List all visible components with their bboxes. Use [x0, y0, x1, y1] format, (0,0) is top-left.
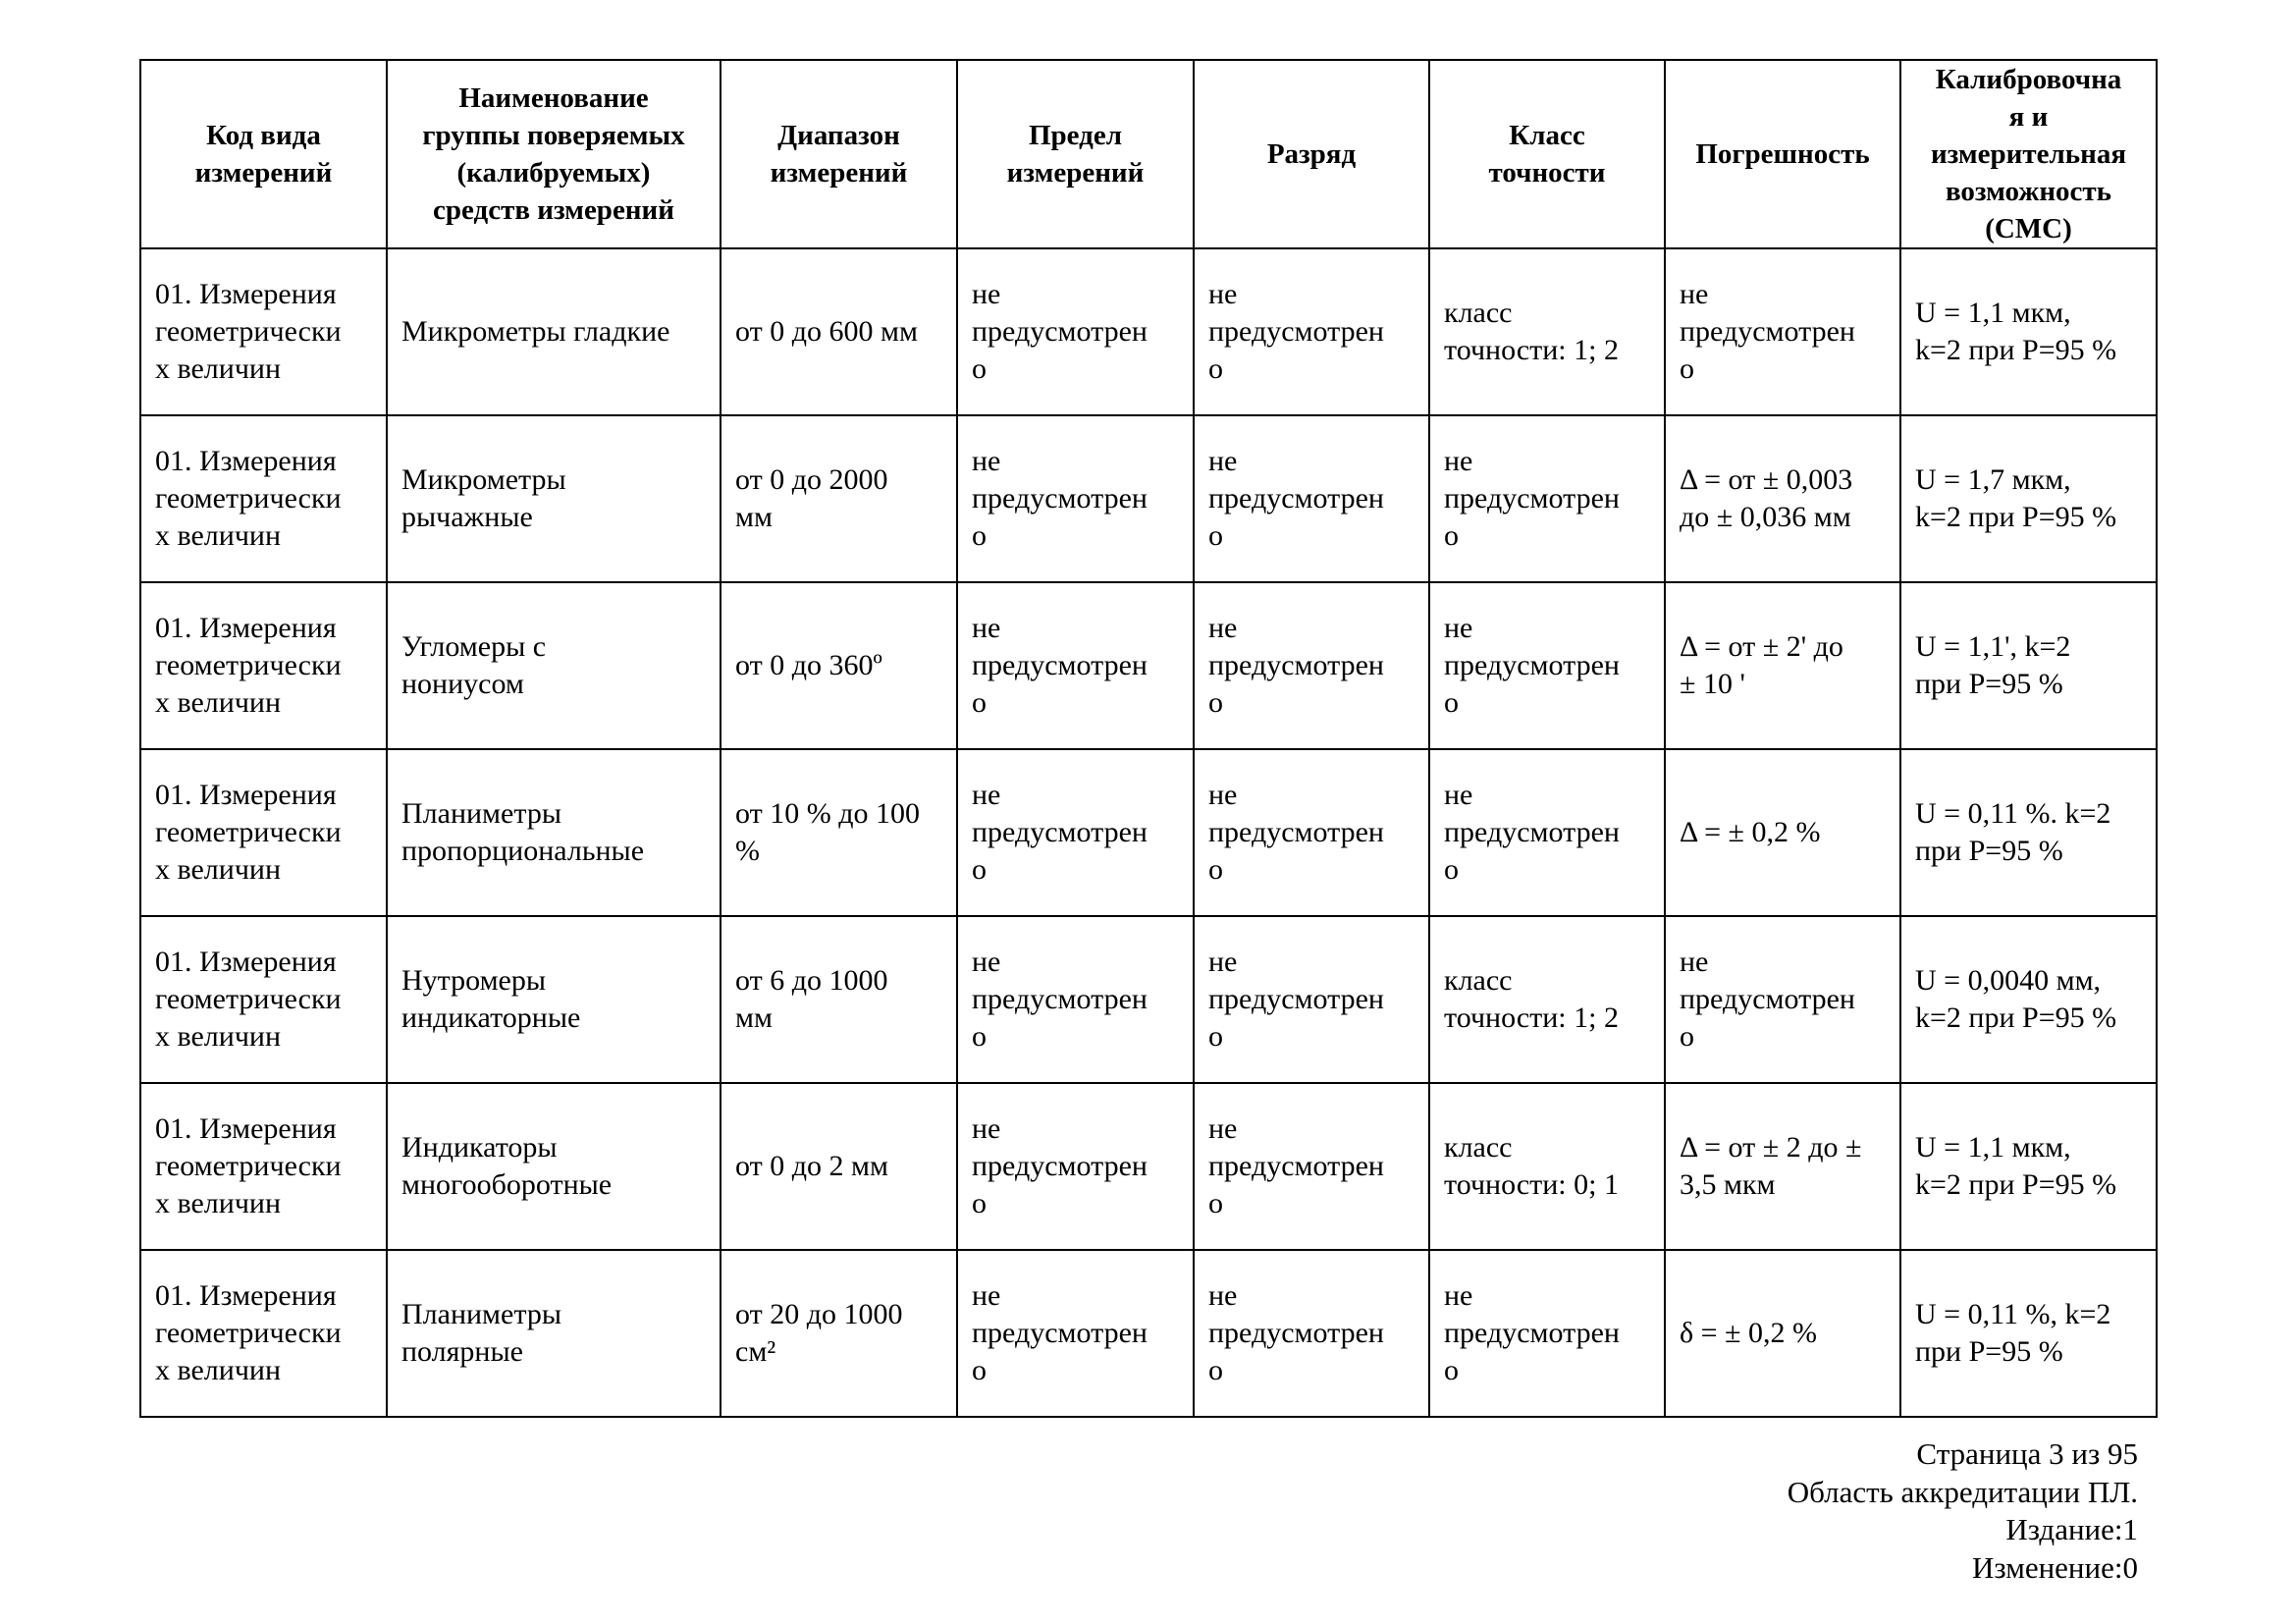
cell-cmc: U = 0,11 %. k=2 при P=95 %	[1900, 749, 2157, 916]
cell-measurement-limit: не предусмотрен о	[957, 916, 1194, 1083]
table-row	[140, 582, 2157, 749]
change-label: Изменение:0	[1972, 1549, 2138, 1585]
cell-accuracy-class: не предусмотрен о	[1429, 415, 1665, 582]
cell-accuracy-class: не предусмотрен о	[1429, 1250, 1665, 1417]
header-instrument-group: Наименование группы поверяемых (калибруемых) средств измерений	[387, 60, 721, 248]
table-row	[140, 1083, 2157, 1250]
header-measurement-limit: Предел измерений	[957, 60, 1194, 248]
cell-measurement-code: 01. Измерения геометрически х величин	[140, 1083, 387, 1250]
cell-accuracy-class: класс точности: 1; 2	[1429, 916, 1665, 1083]
cell-error: не предусмотрен о	[1665, 916, 1900, 1083]
cell-instrument-group: Планиметры полярные	[387, 1250, 721, 1417]
cell-measurement-code: 01. Измерения геометрически х величин	[140, 916, 387, 1083]
cell-instrument-group: Планиметры пропорциональные	[387, 749, 721, 916]
cell-measurement-limit: не предусмотрен о	[957, 1083, 1194, 1250]
cell-error: Δ = от ± 2 до ± 3,5 мкм	[1665, 1083, 1900, 1250]
page-footer	[1788, 1435, 2138, 1587]
cell-instrument-group: Индикаторы многооборотные	[387, 1083, 721, 1250]
table-row	[140, 1250, 2157, 1417]
cell-error: δ = ± 0,2 %	[1665, 1250, 1900, 1417]
table-row	[140, 415, 2157, 582]
cell-measurement-code: 01. Измерения геометрически х величин	[140, 415, 387, 582]
cell-accuracy-class: не предусмотрен о	[1429, 749, 1665, 916]
cell-cmc: U = 1,1', k=2 при P=95 %	[1900, 582, 2157, 749]
cell-measurement-range: от 10 % до 100 %	[721, 749, 957, 916]
cell-measurement-range: от 0 до 360º	[721, 582, 957, 749]
table-header	[140, 60, 2157, 248]
cell-measurement-code: 01. Измерения геометрически х величин	[140, 248, 387, 415]
cell-error: Δ = ± 0,2 %	[1665, 749, 1900, 916]
cell-measurement-range: от 0 до 2000 мм	[721, 415, 957, 582]
page-number: Страница 3 из 95	[1916, 1436, 2138, 1471]
table-row	[140, 916, 2157, 1083]
cell-cmc: U = 0,0040 мм, k=2 при P=95 %	[1900, 916, 2157, 1083]
cell-measurement-limit: не предусмотрен о	[957, 415, 1194, 582]
header-row	[140, 60, 2157, 248]
cell-grade: не предусмотрен о	[1194, 248, 1429, 415]
table-body	[140, 248, 2157, 1417]
cell-measurement-range: от 0 до 2 мм	[721, 1083, 957, 1250]
edition-label: Издание:1	[2005, 1512, 2138, 1546]
cell-cmc: U = 1,7 мкм, k=2 при P=95 %	[1900, 415, 2157, 582]
cell-measurement-code: 01. Измерения геометрически х величин	[140, 749, 387, 916]
cell-instrument-group: Нутромеры индикаторные	[387, 916, 721, 1083]
header-error: Погрешность	[1665, 60, 1900, 248]
cell-instrument-group: Микрометры рычажные	[387, 415, 721, 582]
header-measurement-range: Диапазон измерений	[721, 60, 957, 248]
header-cmc: Калибровочна я и измерительная возможность (СМС)	[1900, 60, 2157, 248]
cell-error: Δ = от ± 0,003 до ± 0,036 мм	[1665, 415, 1900, 582]
cell-measurement-limit: не предусмотрен о	[957, 1250, 1194, 1417]
cell-cmc: U = 0,11 %, k=2 при P=95 %	[1900, 1250, 2157, 1417]
cell-measurement-limit: не предусмотрен о	[957, 582, 1194, 749]
accreditation-scope-label: Область аккредитации ПЛ.	[1787, 1474, 2138, 1509]
header-accuracy-class: Класс точности	[1429, 60, 1665, 248]
cell-measurement-limit: не предусмотрен о	[957, 749, 1194, 916]
cell-grade: не предусмотрен о	[1194, 415, 1429, 582]
accreditation-scope-table	[139, 59, 2158, 1418]
cell-measurement-code: 01. Измерения геометрически х величин	[140, 1250, 387, 1417]
cell-grade: не предусмотрен о	[1194, 1083, 1429, 1250]
table-row	[140, 248, 2157, 415]
cell-error: Δ = от ± 2' до ± 10 '	[1665, 582, 1900, 749]
cell-measurement-range: от 20 до 1000 см²	[721, 1250, 957, 1417]
table-row	[140, 749, 2157, 916]
header-measurement-code: Код вида измерений	[140, 60, 387, 248]
header-grade: Разряд	[1194, 60, 1429, 248]
cell-measurement-limit: не предусмотрен о	[957, 248, 1194, 415]
cell-measurement-range: от 6 до 1000 мм	[721, 916, 957, 1083]
cell-cmc: U = 1,1 мкм, k=2 при P=95 %	[1900, 1083, 2157, 1250]
cell-grade: не предусмотрен о	[1194, 1250, 1429, 1417]
cell-error: не предусмотрен о	[1665, 248, 1900, 415]
cell-cmc: U = 1,1 мкм, k=2 при P=95 %	[1900, 248, 2157, 415]
cell-measurement-code: 01. Измерения геометрически х величин	[140, 582, 387, 749]
cell-measurement-range: от 0 до 600 мм	[721, 248, 957, 415]
cell-instrument-group: Микрометры гладкие	[387, 248, 721, 415]
cell-accuracy-class: не предусмотрен о	[1429, 582, 1665, 749]
cell-accuracy-class: класс точности: 1; 2	[1429, 248, 1665, 415]
cell-accuracy-class: класс точности: 0; 1	[1429, 1083, 1665, 1250]
cell-grade: не предусмотрен о	[1194, 749, 1429, 916]
cell-grade: не предусмотрен о	[1194, 916, 1429, 1083]
cell-grade: не предусмотрен о	[1194, 582, 1429, 749]
cell-instrument-group: Угломеры с нониусом	[387, 582, 721, 749]
